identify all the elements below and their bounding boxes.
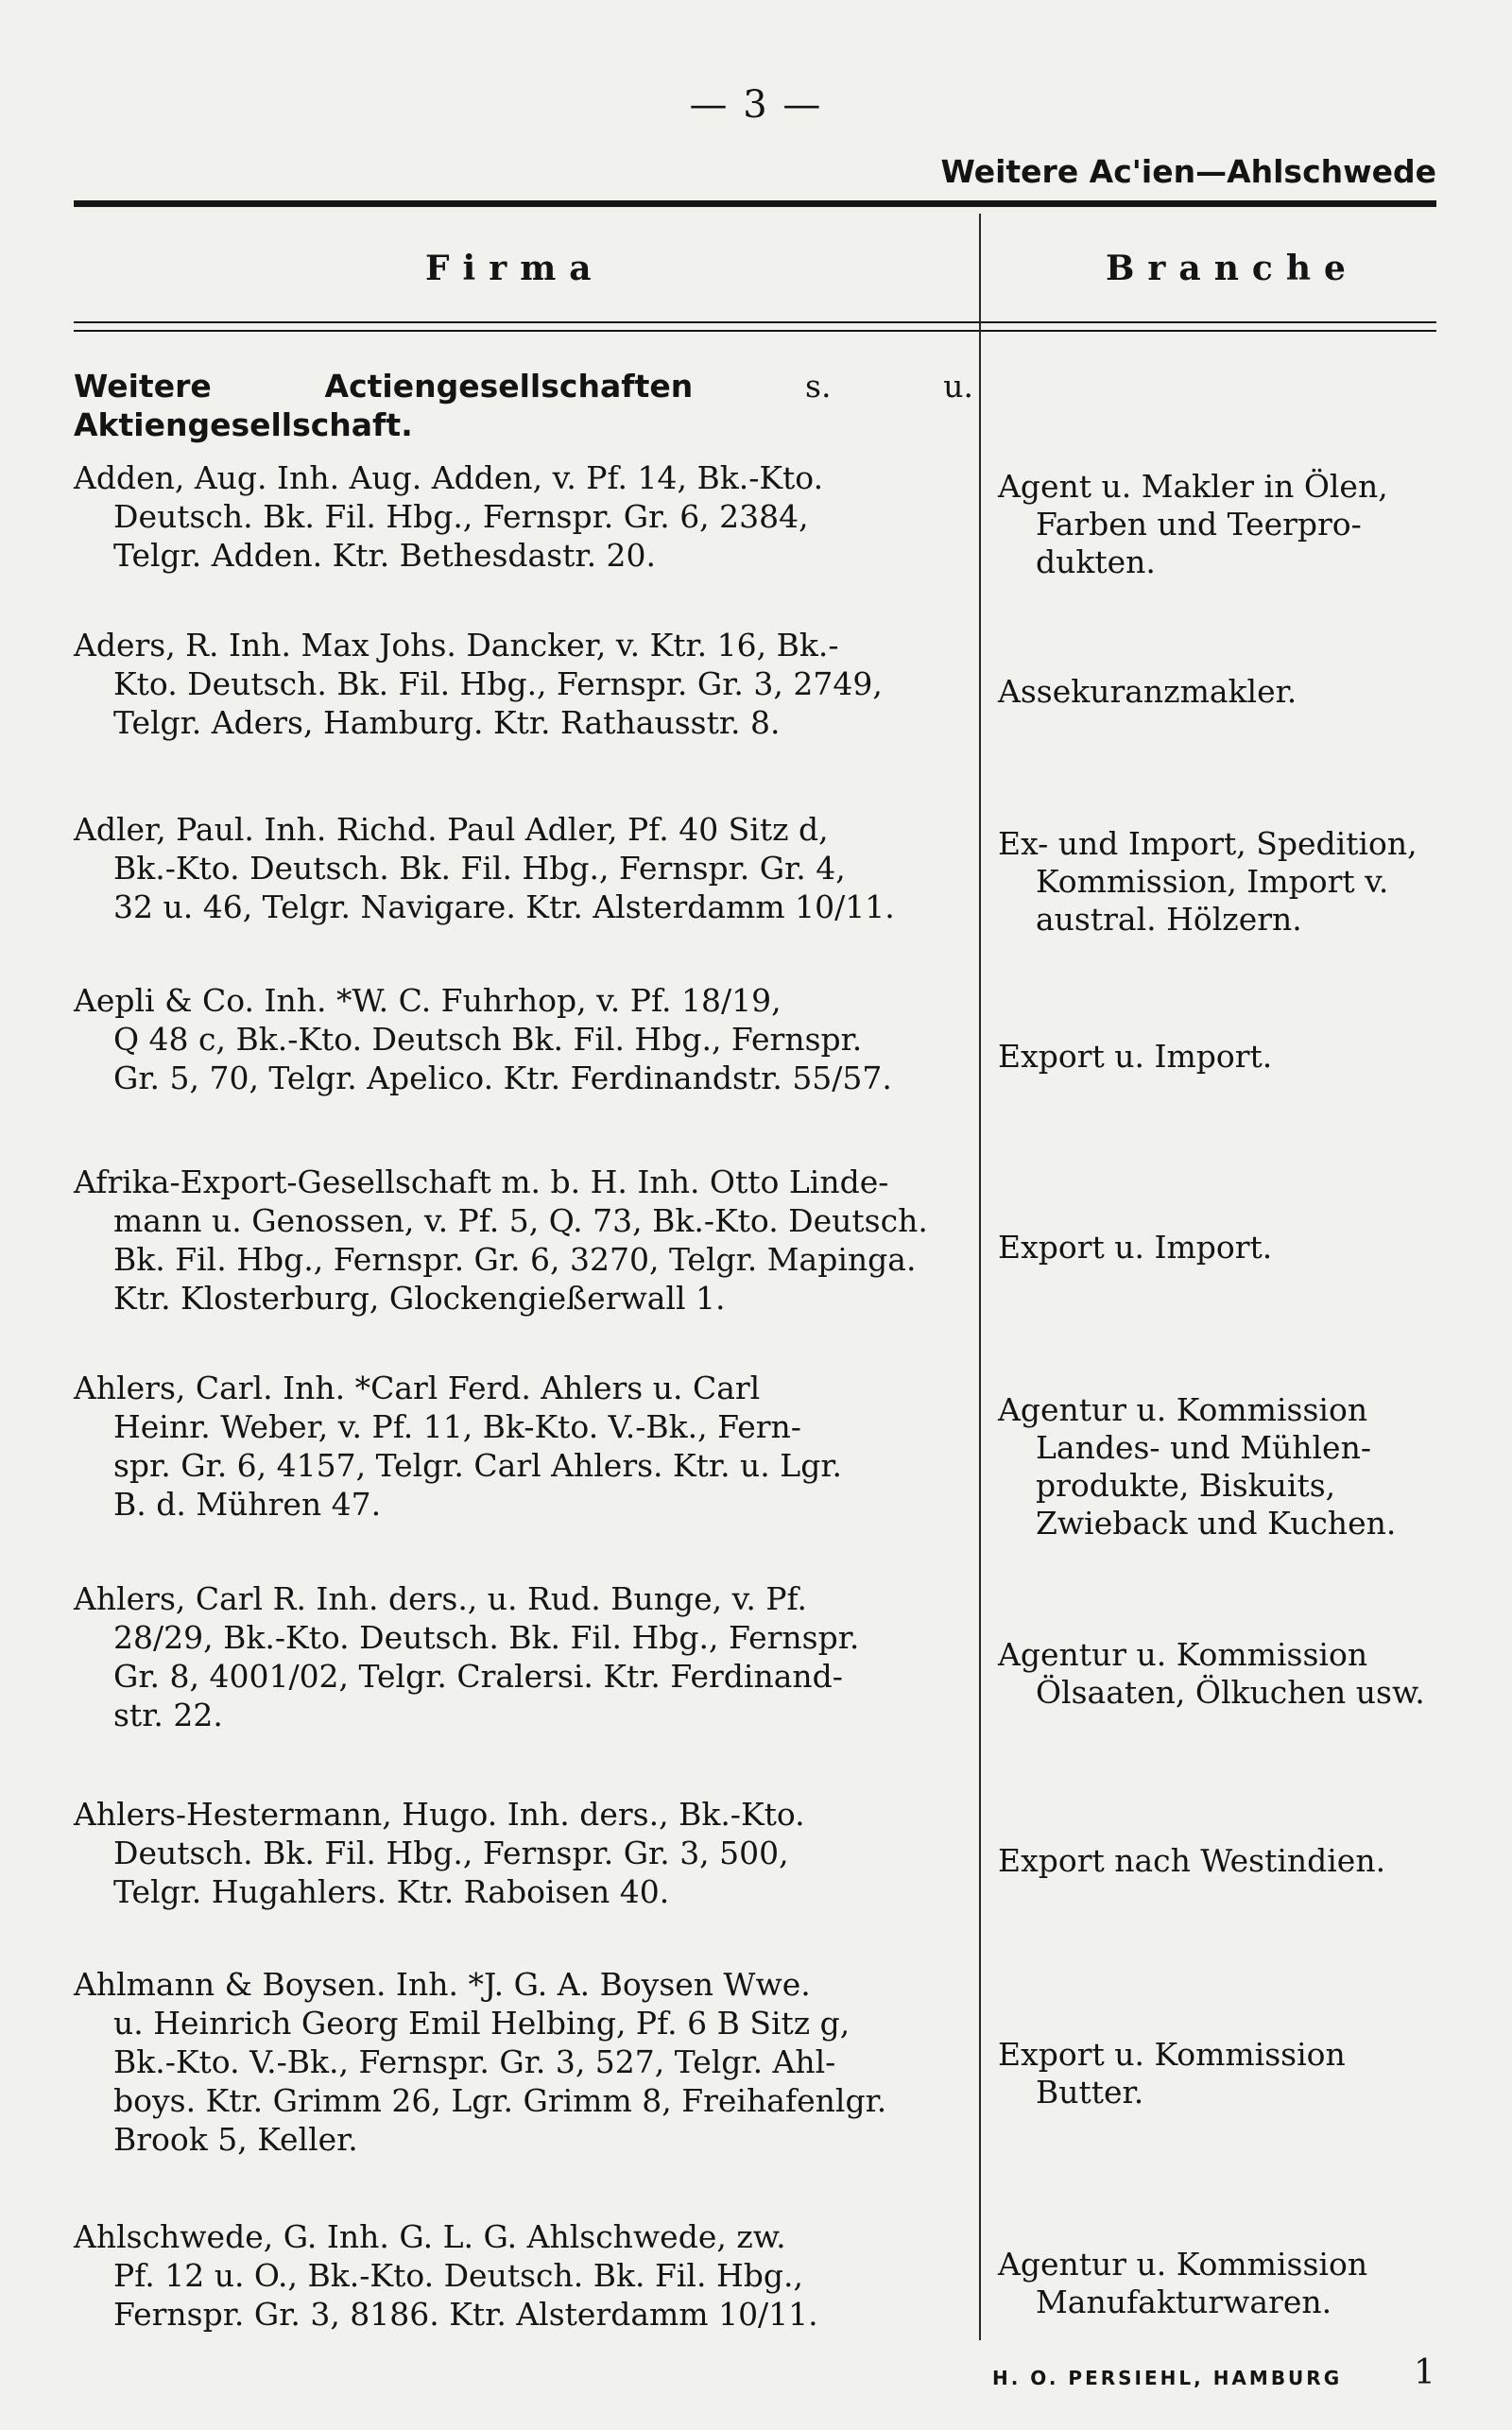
branch-entry (998, 673, 1452, 711)
cross-reference-term: Weitere Actiengesellschaften (74, 368, 694, 405)
firm-entry-line: Telgr. Aders, Hamburg. Ktr. Rathausstr. 8. (113, 704, 781, 741)
firm-entry-line: 28/29, Bk.-Kto. Deutsch. Bk. Fil. Hbg., Fernspr. (113, 1619, 860, 1656)
firm-entry-line: Aepli & Co. Inh. *W. C. Fuhrhop, v. Pf. 18/19, (74, 982, 782, 1019)
firm-entry-line: Bk. Fil. Hbg., Fernspr. Gr. 6, 3270, Telgr. Mapinga. (113, 1241, 917, 1278)
firm-entry-line: Fernspr. Gr. 3, 8186. Ktr. Alsterdamm 10/11. (113, 2296, 818, 2333)
firm-entry-line: Brook 5, Keller. (113, 2121, 358, 2158)
printer-imprint: H. O. PERSIEHL, HAMBURG (992, 2367, 1343, 2389)
branch-entry-line: Ex- und Import, Spedition, (998, 825, 1418, 862)
header-rule-lower (74, 330, 1436, 332)
running-head: Weitere Ac'ien—Ahlschwede (940, 153, 1436, 190)
branch-entry-line: Export u. Import. (998, 1229, 1273, 1266)
column-header-firm: Firma (425, 249, 605, 288)
firm-entry-line: Adden, Aug. Inh. Aug. Adden, v. Pf. 14, Bk.-Kto. (74, 459, 824, 496)
firm-entry-line: Adler, Paul. Inh. Richd. Paul Adler, Pf. 40 Sitz d, (74, 811, 829, 848)
branch-entry-line: Farben und Teerpro- (1036, 506, 1362, 543)
firm-entry-line: Afrika-Export-Gesellschaft m. b. H. Inh. Otto Linde- (74, 1163, 889, 1200)
firm-entry (74, 1965, 973, 2159)
sheet-number: 1 (1414, 2353, 1435, 2392)
firm-entry-line: Kto. Deutsch. Bk. Fil. Hbg., Fernspr. Gr. 3, 2749, (113, 665, 883, 702)
column-divider (979, 214, 981, 2340)
firm-entry-line: Aders, R. Inh. Max Johs. Dancker, v. Ktr. 16, Bk.- (74, 627, 839, 664)
branch-entry-line: austral. Hölzern. (1036, 901, 1302, 938)
branch-entry (998, 1038, 1452, 1076)
cross-reference-see: s. u. (693, 368, 973, 405)
firm-entry (74, 981, 973, 1097)
branch-entry-line: Manufakturwaren. (1036, 2284, 1332, 2320)
cross-reference (74, 367, 973, 444)
branch-entry (998, 1636, 1452, 1712)
firm-entry (74, 626, 973, 742)
branch-entry-line: Export u. Kommission (998, 2036, 1346, 2073)
branch-entry-line: Agentur u. Kommission (998, 2246, 1368, 2283)
top-rule (74, 200, 1436, 207)
firm-entry-line: B. d. Mühren 47. (113, 1486, 382, 1523)
branch-entry-line: Kommission, Import v. (1036, 863, 1389, 900)
branch-entry-line: dukten. (1036, 543, 1156, 580)
firm-entry-line: Gr. 8, 4001/02, Telgr. Cralersi. Ktr. Ferdinand- (113, 1658, 843, 1695)
header-rule-upper (74, 321, 1436, 323)
firm-entry-line: Telgr. Adden. Ktr. Bethesdastr. 20. (113, 537, 657, 574)
firm-entry-line: Ahlers-Hestermann, Hugo. Inh. ders., Bk.-Kto. (74, 1796, 805, 1833)
branch-entry-line: Agentur u. Kommission (998, 1636, 1368, 1673)
firm-entry-line: Heinr. Weber, v. Pf. 11, Bk-Kto. V.-Bk., Fern- (113, 1408, 801, 1445)
branch-entry-line: Export nach Westindien. (998, 1842, 1386, 1879)
branch-entry (998, 825, 1452, 939)
firm-entry (74, 1163, 973, 1318)
branch-entry-line: Agentur u. Kommission (998, 1391, 1368, 1428)
branch-entry-line: Agent u. Makler in Ölen, (998, 468, 1388, 505)
firm-entry-line: mann u. Genossen, v. Pf. 5, Q. 73, Bk.-Kto. Deutsch. (113, 1202, 928, 1239)
branch-entry-line: produkte, Biskuits, (1036, 1467, 1336, 1504)
firm-entry-line: boys. Ktr. Grimm 26, Lgr. Grimm 8, Freihafenlgr. (113, 2082, 887, 2119)
branch-entry (998, 468, 1452, 581)
firm-entry-line: Deutsch. Bk. Fil. Hbg., Fernspr. Gr. 3, 500, (113, 1835, 789, 1871)
firm-entry (74, 1369, 973, 1524)
firm-entry-line: Ahlers, Carl. Inh. *Carl Ferd. Ahlers u. Carl (74, 1370, 761, 1406)
firm-entry-line: Gr. 5, 70, Telgr. Apelico. Ktr. Ferdinandstr. 55/57. (113, 1060, 892, 1096)
branch-entry-line: Landes- und Mühlen- (1036, 1429, 1371, 1466)
branch-entry (998, 2246, 1452, 2321)
firm-entry-line: u. Heinrich Georg Emil Helbing, Pf. 6 B Sitz g, (113, 2005, 850, 2042)
firm-entry-line: 32 u. 46, Telgr. Navigare. Ktr. Alsterdamm 10/11. (113, 888, 895, 925)
branch-entry (998, 1391, 1452, 1542)
branch-entry (998, 2036, 1452, 2111)
firm-entry-line: Telgr. Hugahlers. Ktr. Raboisen 40. (113, 1873, 670, 1910)
firm-entry-line: spr. Gr. 6, 4157, Telgr. Carl Ahlers. Ktr. u. Lgr. (113, 1447, 842, 1484)
firm-entry-line: Q 48 c, Bk.-Kto. Deutsch Bk. Fil. Hbg., Fernspr. (113, 1021, 863, 1058)
branch-entry-line: Butter. (1036, 2074, 1144, 2111)
firm-entry-line: Ahlschwede, G. Inh. G. L. G. Ahlschwede, zw. (74, 2218, 786, 2255)
firm-entry-line: Deutsch. Bk. Fil. Hbg., Fernspr. Gr. 6, 2384, (113, 498, 809, 535)
page-number: — 3 — (689, 83, 823, 127)
firm-entry-line: Ahlers, Carl R. Inh. ders., u. Rud. Bunge, v. Pf. (74, 1580, 808, 1617)
firm-entry-line: Ktr. Klosterburg, Glockengießerwall 1. (113, 1280, 726, 1317)
firm-entry-line: Ahlmann & Boysen. Inh. *J. G. A. Boysen Wwe. (74, 1966, 811, 2003)
firm-entry-line: str. 22. (113, 1697, 223, 1733)
cross-reference-target: Aktiengesellschaft. (74, 406, 413, 443)
branch-entry (998, 1229, 1452, 1267)
branch-entry-line: Ölsaaten, Ölkuchen usw. (1036, 1674, 1425, 1711)
branch-entry-line: Assekuranzmakler. (998, 673, 1297, 710)
firm-entry-line: Pf. 12 u. O., Bk.-Kto. Deutsch. Bk. Fil. Hbg., (113, 2257, 803, 2294)
firm-entry (74, 2217, 973, 2334)
column-header-branch: Branche (1106, 249, 1359, 288)
branch-entry (998, 1842, 1452, 1880)
firm-entry (74, 1579, 973, 1734)
branch-entry-line: Zwieback und Kuchen. (1036, 1505, 1397, 1542)
firm-entry-line: Bk.-Kto. Deutsch. Bk. Fil. Hbg., Fernspr. Gr. 4, (113, 850, 846, 887)
firm-entry (74, 1795, 973, 1911)
firm-entry (74, 458, 973, 575)
firm-entry-line: Bk.-Kto. V.-Bk., Fernspr. Gr. 3, 527, Telgr. Ahl- (113, 2043, 836, 2080)
firm-entry (74, 810, 973, 926)
branch-entry-line: Export u. Import. (998, 1038, 1273, 1075)
